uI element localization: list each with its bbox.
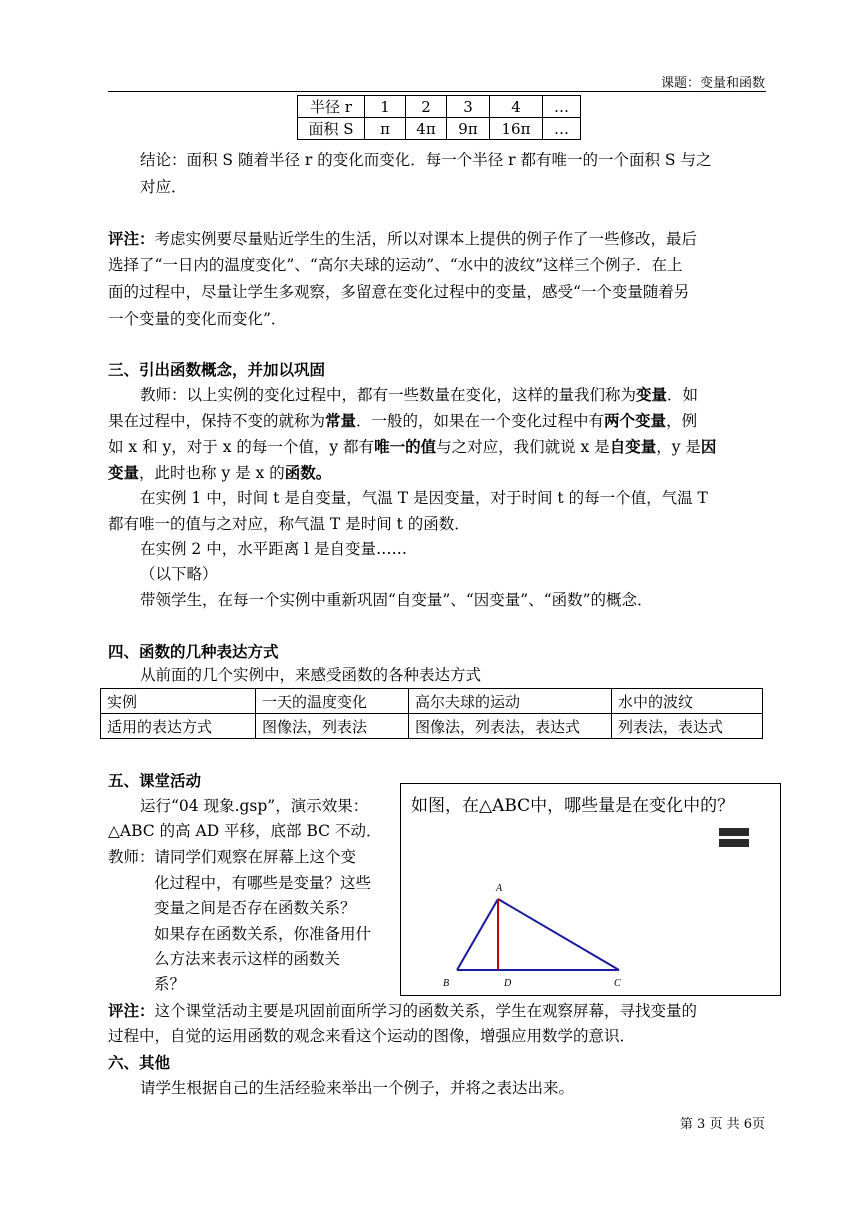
section-title: 三、引出函数概念，并加以巩固 (108, 360, 326, 379)
triangle-diagram (401, 784, 780, 995)
term-dependent-variable: 因 (700, 437, 717, 456)
table-cell: 半径 r (298, 96, 365, 118)
table-row (298, 96, 581, 118)
paragraph-line: 请学生根据自己的生活经验来举出一个例子，并将之表达出来。 (140, 1079, 575, 1097)
term-function: 函数。 (284, 463, 332, 482)
section-title: 六、其他 (108, 1053, 171, 1072)
label-a: A (496, 883, 503, 894)
side-ab (457, 899, 498, 970)
table-cell: 1 (365, 96, 406, 118)
paragraph-line: 如果存在函数关系，你准备用什 (154, 925, 372, 943)
term-unique-value: 唯一的值 (374, 437, 437, 456)
term-constant: 常量 (325, 411, 357, 430)
paragraph-line: 在实例 1 中，时间 t 是自变量，气温 T 是因变量，对于时间 t 的每一个值，气温 T (140, 489, 708, 507)
table-cell: 4π (406, 118, 447, 140)
side-ac (498, 899, 619, 970)
triangle-figure (400, 783, 781, 996)
course-title: 课题：变量和函数 (660, 76, 765, 91)
term-dependent-variable: 变量 (108, 463, 140, 482)
term-two-variables: 两个变量 (604, 411, 667, 430)
label-c: C (614, 978, 621, 989)
table-row (101, 714, 763, 739)
table-cell: 适用的表达方式 (101, 714, 256, 739)
paragraph-line (108, 435, 716, 459)
table-cell: 2 (406, 96, 447, 118)
table-cell: 面积 S (298, 118, 365, 140)
comment-paragraph (108, 999, 697, 1023)
expression-table (100, 688, 763, 739)
comment-text: 考虑实例要尽量贴近学生的生活，所以对课本上提供的例子作了一些修改，最后 (154, 230, 698, 248)
table-cell: 图像法，列表法，表达式 (409, 714, 612, 739)
term-independent-variable: 自变量 (609, 437, 657, 456)
table-cell: 实例 (101, 689, 256, 714)
table-row (101, 689, 763, 714)
table-row (298, 118, 581, 140)
table-cell: 图像法，列表法 (256, 714, 409, 739)
figure-question: 如图，在△ABC中，哪些量是在变化中的？ (411, 796, 735, 816)
radius-area-table (297, 95, 581, 140)
comment-line: 选择了“一日内的温度变化”、“高尔夫球的运动”、“水中的波纹”这样三个例子．在上 (108, 256, 683, 274)
page-number: 第 3 页 共 6页 (679, 1117, 765, 1132)
paragraph-line: 运行“04 现象.gsp”，演示效果： (140, 797, 369, 815)
text: ，此时也称 y 是 x 的 (139, 464, 285, 482)
table-cell: … (543, 118, 581, 140)
paragraph-line: 从前面的几个实例中，来感受函数的各种表达方式 (140, 666, 482, 684)
paragraph-line: 么方法来表示这样的函数关 (154, 950, 341, 968)
paragraph-line (108, 461, 331, 485)
table-cell: 16π (490, 118, 543, 140)
table-cell: 高尔夫球的运动 (409, 689, 612, 714)
text: ．一般的，如果在一个变化过程中有 (356, 412, 605, 430)
table-cell: π (365, 118, 406, 140)
text: 教师：以上实例的变化过程中，都有一些数量在变化，这样的量我们称为 (140, 386, 637, 404)
comment-paragraph (108, 227, 697, 251)
comment-label: 评注： (108, 229, 155, 248)
conclusion-line: 对应． (140, 178, 187, 196)
text: ，例 (666, 412, 698, 430)
paragraph-line: 系？ (154, 975, 186, 993)
text: ，y 是 (656, 438, 701, 456)
table-cell: 水中的波纹 (612, 689, 763, 714)
label-b: B (443, 978, 450, 989)
table-cell: 列表法，表达式 (612, 714, 763, 739)
text: 如 x 和 y，对于 x 的每一个值，y 都有 (108, 438, 375, 456)
text: 果在过程中，保持不变的就称为 (108, 412, 326, 430)
comment-line: 面的过程中，尽量让学生多观察，多留意在变化过程中的变量，感受“一个变量随着另 (108, 283, 690, 301)
section-title: 四、函数的几种表达方式 (108, 642, 279, 661)
comment-line: 一个变量的变化而变化”． (108, 310, 287, 328)
paragraph-line (140, 383, 698, 407)
table-cell: 3 (447, 96, 490, 118)
paragraph-line: 带领学生，在每一个实例中重新巩固“自变量”、“因变量”、“函数”的概念． (140, 591, 653, 609)
term-variable: 变量 (636, 385, 668, 404)
table-cell: … (543, 96, 581, 118)
paragraph-line: 都有唯一的值与之对应，称气温 T 是时间 t 的函数． (108, 515, 470, 533)
table-cell: 一天的温度变化 (256, 689, 409, 714)
table-cell: 9π (447, 118, 490, 140)
paragraph-line: 变量之间是否存在函数关系？ (154, 899, 356, 917)
text: 与之对应，我们就说 x 是 (436, 438, 610, 456)
text: ．如 (667, 386, 699, 404)
comment-label: 评注： (108, 1001, 155, 1020)
comment-line: 过程中，自觉的运用函数的观念来看这个运动的图像，增强应用数学的意识． (108, 1027, 636, 1045)
paragraph-line: （以下略） (140, 565, 218, 583)
paragraph-line: 化过程中，有哪些是变量？这些 (154, 874, 372, 892)
header-rule (108, 91, 766, 92)
section-title: 五、课堂活动 (108, 771, 202, 790)
paragraph-line: △ABC 的高 AD 平移，底部 BC 不动． (108, 822, 382, 840)
paragraph-line: 教师：请同学们观察在屏幕上这个变 (108, 848, 357, 866)
label-d: D (504, 978, 512, 989)
comment-text: 这个课堂活动主要是巩固前面所学习的函数关系，学生在观察屏幕，寻找变量的 (154, 1002, 698, 1020)
conclusion-line: 结论：面积 S 随着半径 r 的变化而变化．每一个半径 r 都有唯一的一个面积 S 与之 (140, 151, 712, 169)
table-cell: 4 (490, 96, 543, 118)
paragraph-line: 在实例 2 中，水平距离 l 是自变量…… (140, 540, 408, 558)
paragraph-line (108, 409, 697, 433)
